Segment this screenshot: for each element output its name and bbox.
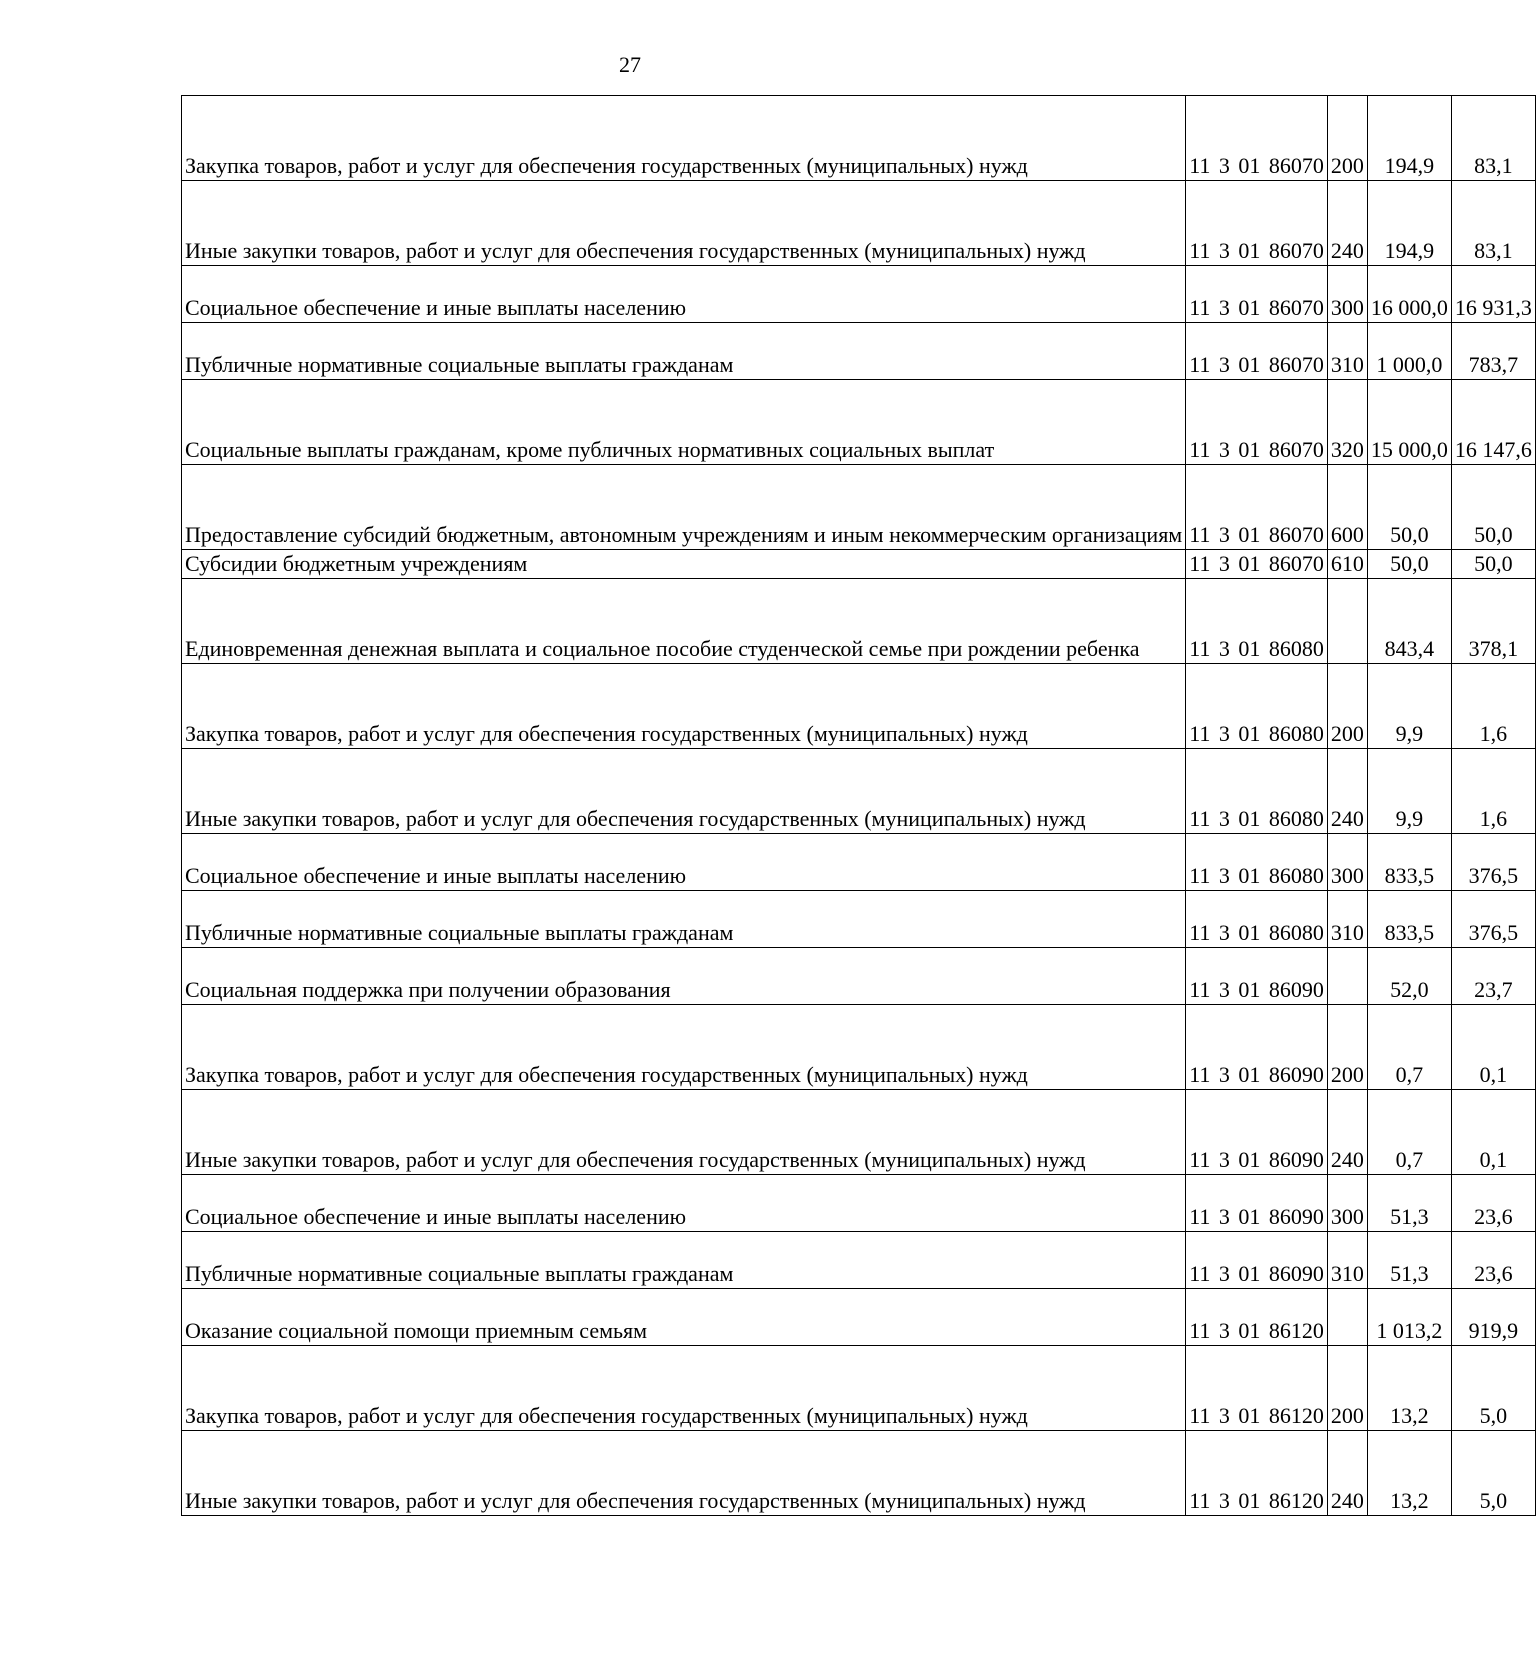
target-article-code-cell xyxy=(1186,181,1328,266)
executed-amount-cell: 5,0 xyxy=(1451,1346,1535,1431)
table-row xyxy=(182,550,1536,579)
executed-amount-cell: 919,9 xyxy=(1451,1289,1535,1346)
expense-type-code-cell: 200 xyxy=(1327,1346,1367,1431)
expense-name-cell: Предоставление субсидий бюджетным, автономным учреждениям и иным некоммерческим организациям xyxy=(182,465,1186,550)
executed-amount-cell: 376,5 xyxy=(1451,834,1535,891)
table-row xyxy=(182,749,1536,834)
expense-type-code-cell: 300 xyxy=(1327,1175,1367,1232)
executed-amount-cell: 1,6 xyxy=(1451,664,1535,749)
target-article-code-cell xyxy=(1186,550,1328,579)
expense-type-code-cell: 240 xyxy=(1327,1431,1367,1516)
executed-amount-cell: 16 147,6 xyxy=(1451,380,1535,465)
table-row xyxy=(182,1346,1536,1431)
code-text: 11 3 01 86070 xyxy=(1189,522,1324,547)
executed-amount-cell: 50,0 xyxy=(1451,550,1535,579)
planned-amount-cell: 51,3 xyxy=(1367,1232,1451,1289)
expense-type-code-cell: 200 xyxy=(1327,96,1367,181)
code-text: 11 3 01 86090 xyxy=(1189,1062,1324,1087)
code-text: 11 3 01 86070 xyxy=(1189,437,1324,462)
code-text: 11 3 01 86090 xyxy=(1189,977,1324,1002)
executed-amount-cell: 83,1 xyxy=(1451,181,1535,266)
expense-name-cell: Социальное обеспечение и иные выплаты населению xyxy=(182,1175,1186,1232)
target-article-code-cell xyxy=(1186,1232,1328,1289)
code-text: 11 3 01 86080 xyxy=(1189,721,1324,746)
page-number: 27 xyxy=(619,52,641,77)
expense-name-cell: Субсидии бюджетным учреждениям xyxy=(182,550,1186,579)
expense-name-cell: Социальные выплаты гражданам, кроме публичных нормативных социальных выплат xyxy=(182,380,1186,465)
executed-amount-cell: 23,6 xyxy=(1451,1175,1535,1232)
planned-amount-cell: 51,3 xyxy=(1367,1175,1451,1232)
target-article-code-cell xyxy=(1186,1175,1328,1232)
executed-amount-cell: 16 931,3 xyxy=(1451,266,1535,323)
table-row xyxy=(182,1431,1536,1516)
planned-amount-cell: 50,0 xyxy=(1367,465,1451,550)
planned-amount-cell: 0,7 xyxy=(1367,1090,1451,1175)
expense-name-cell: Иные закупки товаров, работ и услуг для обеспечения государственных (муниципальных) нужд xyxy=(182,1431,1186,1516)
code-text: 11 3 01 86120 xyxy=(1189,1403,1324,1428)
planned-amount-cell: 0,7 xyxy=(1367,1005,1451,1090)
table-row xyxy=(182,1232,1536,1289)
budget-table xyxy=(181,95,1536,1516)
expense-type-code-cell xyxy=(1327,1289,1367,1346)
code-text: 11 3 01 86080 xyxy=(1189,806,1324,831)
table-row xyxy=(182,1175,1536,1232)
table-row xyxy=(182,834,1536,891)
expense-type-code-cell: 300 xyxy=(1327,266,1367,323)
expense-type-code-cell: 240 xyxy=(1327,749,1367,834)
table-row xyxy=(182,579,1536,664)
expense-type-code-cell xyxy=(1327,948,1367,1005)
table-row xyxy=(182,181,1536,266)
expense-name-cell: Социальное обеспечение и иные выплаты населению xyxy=(182,834,1186,891)
target-article-code-cell xyxy=(1186,579,1328,664)
table-row xyxy=(182,1289,1536,1346)
executed-amount-cell: 783,7 xyxy=(1451,323,1535,380)
expense-type-code-cell xyxy=(1327,579,1367,664)
planned-amount-cell: 9,9 xyxy=(1367,749,1451,834)
expense-name-cell: Иные закупки товаров, работ и услуг для обеспечения государственных (муниципальных) нужд xyxy=(182,1090,1186,1175)
target-article-code-cell xyxy=(1186,834,1328,891)
code-text: 11 3 01 86080 xyxy=(1189,636,1324,661)
expense-type-code-cell: 310 xyxy=(1327,1232,1367,1289)
table-row xyxy=(182,380,1536,465)
table-row xyxy=(182,1005,1536,1090)
expense-name-cell: Иные закупки товаров, работ и услуг для обеспечения государственных (муниципальных) нужд xyxy=(182,749,1186,834)
expense-type-code-cell: 310 xyxy=(1327,323,1367,380)
expense-name-cell: Социальное обеспечение и иные выплаты населению xyxy=(182,266,1186,323)
executed-amount-cell: 1,6 xyxy=(1451,749,1535,834)
target-article-code-cell xyxy=(1186,323,1328,380)
expense-type-code-cell: 600 xyxy=(1327,465,1367,550)
planned-amount-cell: 833,5 xyxy=(1367,834,1451,891)
target-article-code-cell xyxy=(1186,1289,1328,1346)
executed-amount-cell: 23,7 xyxy=(1451,948,1535,1005)
target-article-code-cell xyxy=(1186,948,1328,1005)
executed-amount-cell: 23,6 xyxy=(1451,1232,1535,1289)
code-text: 11 3 01 86090 xyxy=(1189,1147,1324,1172)
expense-name-cell: Единовременная денежная выплата и социальное пособие студенческой семье при рождении ребенка xyxy=(182,579,1186,664)
table-row xyxy=(182,664,1536,749)
planned-amount-cell: 13,2 xyxy=(1367,1346,1451,1431)
planned-amount-cell: 9,9 xyxy=(1367,664,1451,749)
expense-name-cell: Закупка товаров, работ и услуг для обеспечения государственных (муниципальных) нужд xyxy=(182,96,1186,181)
expense-type-code-cell: 300 xyxy=(1327,834,1367,891)
code-text: 11 3 01 86070 xyxy=(1189,551,1324,576)
code-text: 11 3 01 86070 xyxy=(1189,153,1324,178)
code-text: 11 3 01 86120 xyxy=(1189,1488,1324,1513)
planned-amount-cell: 16 000,0 xyxy=(1367,266,1451,323)
target-article-code-cell xyxy=(1186,891,1328,948)
code-text: 11 3 01 86080 xyxy=(1189,920,1324,945)
expense-type-code-cell: 610 xyxy=(1327,550,1367,579)
table-row xyxy=(182,465,1536,550)
executed-amount-cell: 83,1 xyxy=(1451,96,1535,181)
planned-amount-cell: 52,0 xyxy=(1367,948,1451,1005)
planned-amount-cell: 15 000,0 xyxy=(1367,380,1451,465)
expense-name-cell: Закупка товаров, работ и услуг для обеспечения государственных (муниципальных) нужд xyxy=(182,1005,1186,1090)
table-row xyxy=(182,96,1536,181)
executed-amount-cell: 376,5 xyxy=(1451,891,1535,948)
expense-type-code-cell: 200 xyxy=(1327,664,1367,749)
planned-amount-cell: 843,4 xyxy=(1367,579,1451,664)
expense-name-cell: Публичные нормативные социальные выплаты гражданам xyxy=(182,891,1186,948)
expense-name-cell: Закупка товаров, работ и услуг для обеспечения государственных (муниципальных) нужд xyxy=(182,1346,1186,1431)
planned-amount-cell: 1 013,2 xyxy=(1367,1289,1451,1346)
target-article-code-cell xyxy=(1186,266,1328,323)
executed-amount-cell: 5,0 xyxy=(1451,1431,1535,1516)
target-article-code-cell xyxy=(1186,1005,1328,1090)
expense-name-cell: Публичные нормативные социальные выплаты гражданам xyxy=(182,323,1186,380)
executed-amount-cell: 0,1 xyxy=(1451,1090,1535,1175)
target-article-code-cell xyxy=(1186,1431,1328,1516)
target-article-code-cell xyxy=(1186,1090,1328,1175)
table-row xyxy=(182,1090,1536,1175)
target-article-code-cell xyxy=(1186,465,1328,550)
code-text: 11 3 01 86120 xyxy=(1189,1318,1324,1343)
expense-type-code-cell: 240 xyxy=(1327,181,1367,266)
expense-name-cell: Иные закупки товаров, работ и услуг для обеспечения государственных (муниципальных) нужд xyxy=(182,181,1186,266)
planned-amount-cell: 50,0 xyxy=(1367,550,1451,579)
planned-amount-cell: 194,9 xyxy=(1367,181,1451,266)
budget-table-body xyxy=(182,96,1536,1516)
expense-name-cell: Закупка товаров, работ и услуг для обеспечения государственных (муниципальных) нужд xyxy=(182,664,1186,749)
planned-amount-cell: 194,9 xyxy=(1367,96,1451,181)
executed-amount-cell: 0,1 xyxy=(1451,1005,1535,1090)
target-article-code-cell xyxy=(1186,664,1328,749)
table-row xyxy=(182,948,1536,1005)
expense-type-code-cell: 200 xyxy=(1327,1005,1367,1090)
executed-amount-cell: 50,0 xyxy=(1451,465,1535,550)
planned-amount-cell: 13,2 xyxy=(1367,1431,1451,1516)
code-text: 11 3 01 86080 xyxy=(1189,863,1324,888)
expense-type-code-cell: 310 xyxy=(1327,891,1367,948)
expense-name-cell: Публичные нормативные социальные выплаты гражданам xyxy=(182,1232,1186,1289)
expense-name-cell: Социальная поддержка при получении образования xyxy=(182,948,1186,1005)
expense-name-cell: Оказание социальной помощи приемным семьям xyxy=(182,1289,1186,1346)
table-row xyxy=(182,266,1536,323)
table-row xyxy=(182,323,1536,380)
expense-type-code-cell: 320 xyxy=(1327,380,1367,465)
target-article-code-cell xyxy=(1186,1346,1328,1431)
target-article-code-cell xyxy=(1186,96,1328,181)
code-text: 11 3 01 86070 xyxy=(1189,238,1324,263)
target-article-code-cell xyxy=(1186,749,1328,834)
code-text: 11 3 01 86090 xyxy=(1189,1204,1324,1229)
target-article-code-cell xyxy=(1186,380,1328,465)
planned-amount-cell: 1 000,0 xyxy=(1367,323,1451,380)
code-text: 11 3 01 86070 xyxy=(1189,295,1324,320)
code-text: 11 3 01 86090 xyxy=(1189,1261,1324,1286)
planned-amount-cell: 833,5 xyxy=(1367,891,1451,948)
expense-type-code-cell: 240 xyxy=(1327,1090,1367,1175)
executed-amount-cell: 378,1 xyxy=(1451,579,1535,664)
code-text: 11 3 01 86070 xyxy=(1189,352,1324,377)
table-row xyxy=(182,891,1536,948)
